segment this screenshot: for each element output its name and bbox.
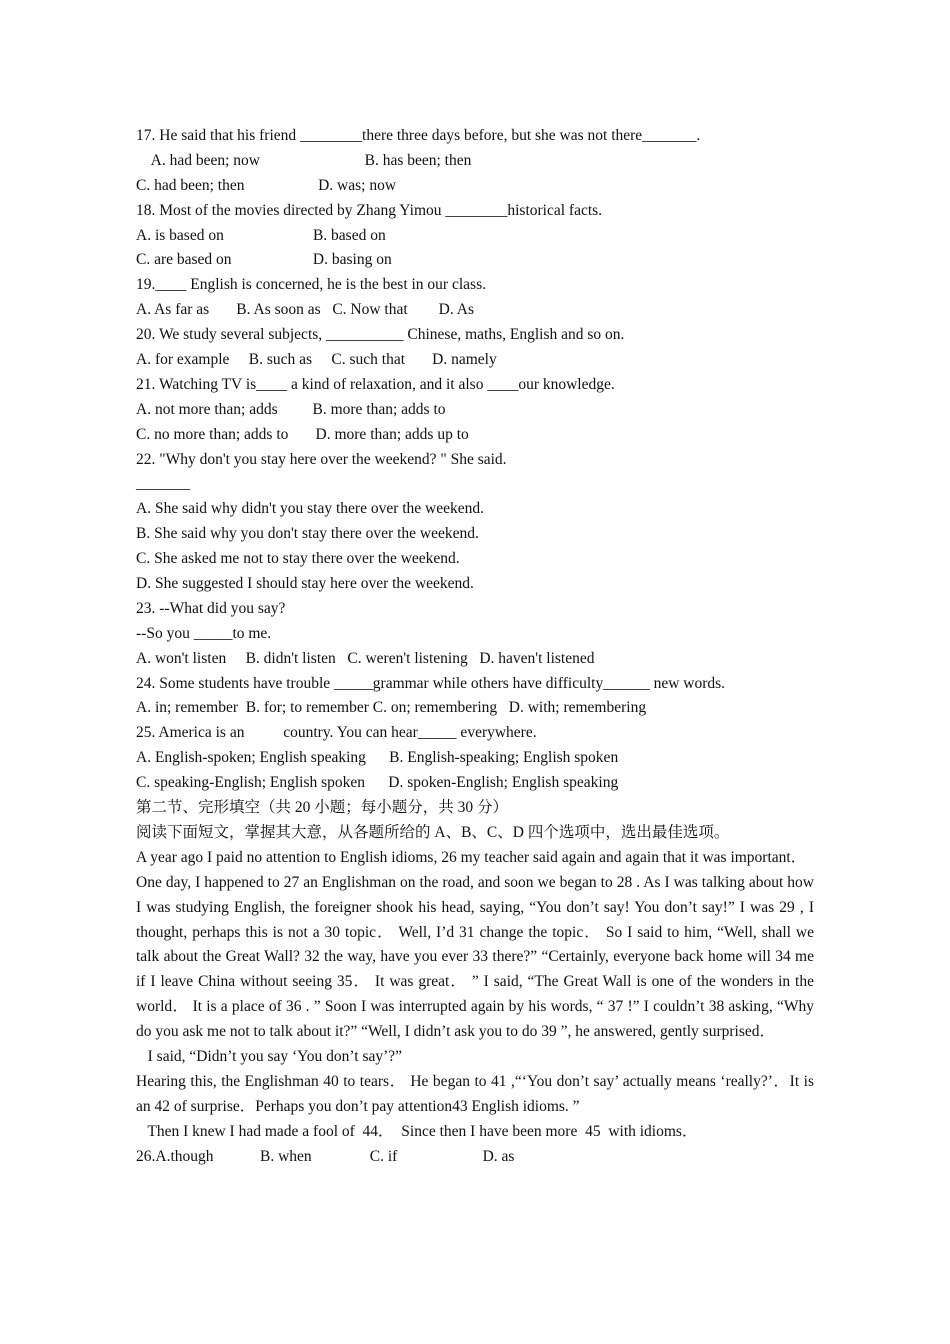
- q26-options: 26.A.though B. when C. if D. as: [136, 1147, 515, 1165]
- q18-options-ab: A. is based on B. based on: [136, 226, 386, 244]
- passage-paragraph-3: I said, “Didn’t you say ‘You don’t say’?”: [136, 1048, 403, 1066]
- q25-options-ab: A. English-spoken; English speaking B. English-speaking; English spoken: [136, 749, 619, 767]
- q18-options-cd: C. are based on D. basing on: [136, 251, 392, 269]
- passage-paragraph-1: A year ago I paid no attention to English idioms, 26 my teacher said again and again that it was important．: [136, 848, 807, 866]
- q22-option-b: B. She said why you don't stay there over the weekend.: [136, 525, 479, 543]
- question-22: 22. "Why don't you stay here over the weekend? " She said.: [136, 450, 507, 468]
- q21-options-ab: A. not more than; adds B. more than; adds to: [136, 400, 446, 418]
- q22-option-c: C. She asked me not to stay there over the weekend.: [136, 550, 460, 568]
- passage-paragraph-2: One day, I happened to 27 an Englishman on the road, and soon we began to 28 . As I was talking about how I was studying English, the foreigner shook his head, saying, “You don’t say! You don’t say!” I was 29 , I thought, perhaps this is not a 30 topic． Well, I’d 31 change the topic． So I said to him, “Well, shall we talk about the Great Wall? 32 the way, have you ever 33 there?” “Certainly, everyone back home will 34 me if I leave China without seeing 35． It was great． ” I said, “The Great Wall is one of the wonders in the world． It is a place of 36 . ” Soon I was interrupted again by his words, “ 37 !” I couldn’t 38 asking, “Why do you ask me not to talk about it?” “Well, I didn’t ask you to do 39 ”, he answered, gently surprised．: [136, 873, 814, 1041]
- passage-paragraph-5: Then I knew I had made a fool of 44． Since then I have been more 45 with idioms．: [136, 1122, 698, 1140]
- question-23: 23. --What did you say?: [136, 599, 286, 617]
- section-instructions: 阅读下面短文，掌握其大意，从各题所给的 A、B、C、D 四个选项中，选出最佳选项。: [136, 823, 730, 841]
- question-24: 24. Some students have trouble _____grammar while others have difficulty______ new words.: [136, 674, 726, 692]
- q20-options: A. for example B. such as C. such that D. namely: [136, 351, 497, 369]
- q17-options-ab: A. had been; now B. has been; then: [136, 151, 472, 169]
- q17-options-cd: C. had been; then D. was; now: [136, 176, 397, 194]
- q23-options: A. won't listen B. didn't listen C. weren't listening D. haven't listened: [136, 649, 595, 667]
- question-19: 19.____ English is concerned, he is the best in our class.: [136, 276, 486, 294]
- question-17: 17. He said that his friend ________there three days before, but she was not there_______.: [136, 127, 701, 144]
- question-21: 21. Watching TV is____ a kind of relaxation, and it also ____our knowledge.: [136, 375, 615, 393]
- section-heading: 第二节、完形填空（共 20 小题；每小题分，共 30 分）: [136, 799, 509, 817]
- question-20: 20. We study several subjects, __________ Chinese, maths, English and so on.: [136, 326, 625, 344]
- passage-paragraph-4: Hearing this, the Englishman 40 to tears． He began to 41 ,“‘You don’t say’ actually means ‘really?’．It is an 42 of surprise．Perhaps you don’t pay attention43 English idioms. ”: [136, 1072, 814, 1115]
- q22-option-d: D. She suggested I should stay here over the weekend.: [136, 575, 474, 593]
- q22-option-a: A. She said why didn't you stay there over the weekend.: [136, 500, 485, 518]
- q22-blank: _______: [136, 475, 191, 493]
- exam-page: [136, 124, 814, 1170]
- q19-options: A. As far as B. As soon as C. Now that D. As: [136, 301, 474, 319]
- q24-options: A. in; remember B. for; to remember C. on; remembering D. with; remembering: [136, 699, 647, 717]
- q23-reply: --So you _____to me.: [136, 624, 272, 642]
- question-25: 25. America is an country. You can hear_____ everywhere.: [136, 724, 537, 742]
- q21-options-cd: C. no more than; adds to D. more than; adds up to: [136, 425, 469, 443]
- q25-options-cd: C. speaking-English; English spoken D. spoken-English; English speaking: [136, 774, 619, 792]
- question-18: 18. Most of the movies directed by Zhang Yimou ________historical facts.: [136, 201, 603, 219]
